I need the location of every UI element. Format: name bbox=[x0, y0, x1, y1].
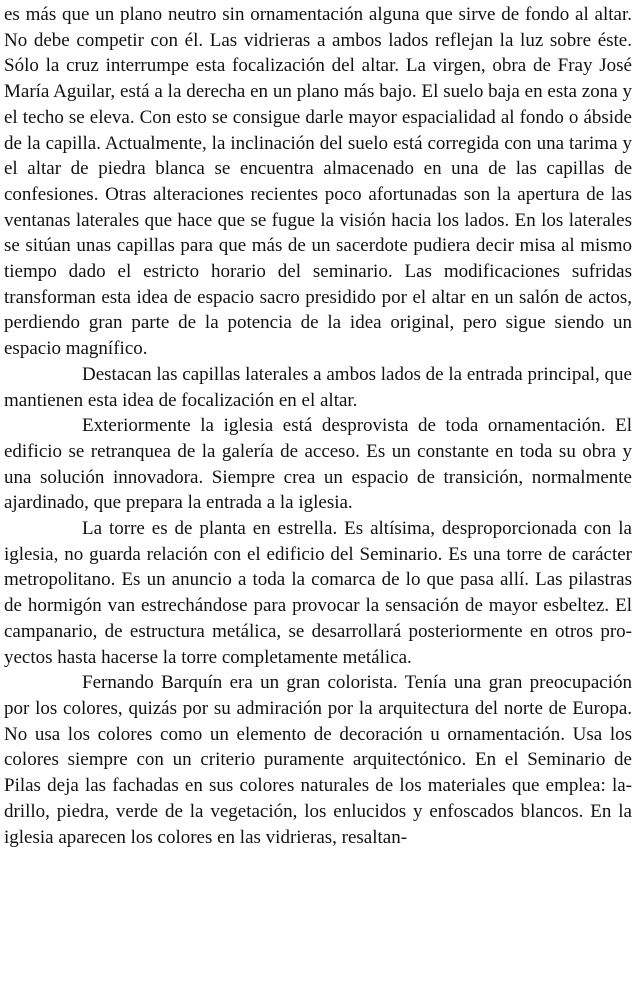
paragraph-side-chapels: Destacan las capillas laterales a ambos lados de la entrada principal, que mantienen esta idea de focalización en el altar. bbox=[4, 363, 632, 411]
document-page bbox=[4, 2, 632, 850]
paragraph-exterior: Exteriormente la iglesia está desprovista de toda ornamentación. El edificio se retranquea de la galería de acceso. Es un constante en toda su obra y una solución innovadora. Siempre crea un espacio de transición, normalmente ajardinado, que prepara la entrada a la iglesia. bbox=[4, 415, 632, 514]
paragraph-tower: La torre es de planta en estrella. Es altísima, desproporcionada con la iglesia, no guarda relación con el edificio del Seminario. Es una torre de carácter metropolitano. Es un anuncio a toda la comarca de lo que pasa allí. Las pilastras de hormigón van estrechándose para provocar la sensación de mayor esbeltez. El campanario, de estructura metálica, se desarrollará posteriormente en otros proyectos hasta hacerse la torre completamente metálica. bbox=[4, 518, 632, 668]
paragraph-colors: Fernando Barquín era un gran colorista. Tenía una gran preocupación por los colores, quizás por su admiración por la arquitectura del norte de Europa. No usa los colores como un elemento de decoración u ornamentación. Usa los colores siempre con un criterio puramente arquitectónico. En el Seminario de Pilas deja las fachadas en sus colores naturales de los materiales que emplea: ladrillo, piedra, verde de la vegetación, los enlucidos y enfoscados blancos. En la iglesia aparecen los colores en las vidrieras, resaltan- bbox=[4, 672, 632, 848]
paragraph-altar-description: es más que un plano neutro sin ornamentación alguna que sirve de fondo al altar. No debe competir con él. Las vidrieras a ambos lados reflejan la luz sobre éste. Sólo la cruz interrumpe esta focalización del altar. La virgen, obra de Fray José María Aguilar, está a la derecha en un plano más bajo. El suelo baja en esta zona y el techo se eleva. Con esto se consigue darle mayor espacialidad al fondo o ábside de la capilla. Actualmente, la inclinación del suelo está corregida con una tarima y el altar de piedra blanca se encuentra almacenado en una de las capillas de confesiones. Otras alteraciones recientes poco afortunadas son la apertura de las ventanas laterales que hace que se fugue la visión hacia los lados. En los laterales se sitúan unas capillas para que más de un sacerdote pudiera decir misa al mismo tiempo dado el estricto horario del seminario. Las modificaciones sufridas transforman esta idea de espacio sacro presidido por el altar en un salón de actos, perdiendo gran parte de la potencia de la idea original, pero sigue siendo un espacio magnífico. bbox=[4, 4, 632, 360]
